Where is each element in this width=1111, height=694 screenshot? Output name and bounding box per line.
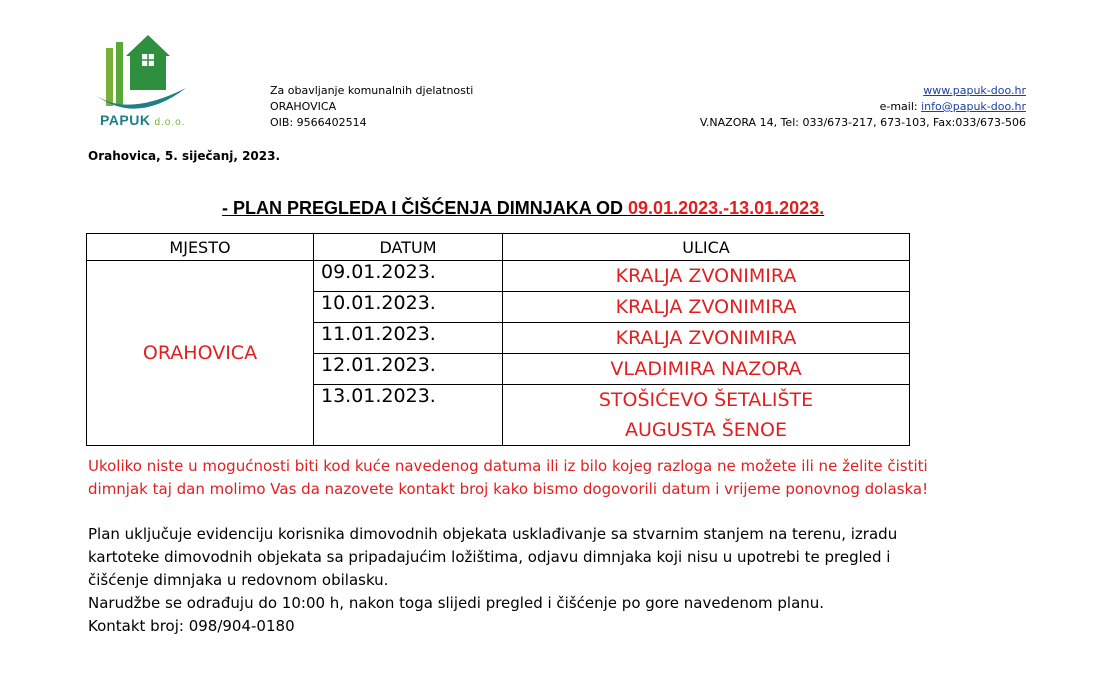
date-cell: 13.01.2023.	[314, 385, 503, 446]
street-name: KRALJA ZVONIMIRA	[615, 327, 797, 349]
street-cell	[503, 354, 910, 385]
street-name: KRALJA ZVONIMIRA	[615, 296, 797, 318]
plan-title	[222, 198, 824, 219]
contact-number-line: Kontakt broj: 098/904-0180	[88, 617, 295, 635]
contact-info	[700, 83, 1026, 131]
street-name: VLADIMIRA NAZORA	[610, 358, 802, 380]
orders-line: Narudžbe se odrađuju do 10:00 h, nakon toga slijedi pregled i čišćenje po gore navedenom planu.	[88, 594, 825, 612]
table-header-row	[87, 234, 910, 261]
document-date: Orahovica, 5. siječanj, 2023.	[88, 149, 281, 163]
header-mjesto: MJESTO	[87, 234, 314, 261]
info-paragraph	[88, 523, 897, 638]
street-name: STOŠIĆEVO ŠETALIŠTE	[598, 389, 814, 411]
notice-line: dimnjak taj dan molimo Vas da nazovete kontakt broj kako bismo dogovorili datum i vrijeme ponovnog dolaska!	[88, 480, 929, 498]
date-cell: 09.01.2023.	[314, 261, 503, 292]
info-line: čišćenje dimnjaka u redovnom obilasku.	[88, 571, 389, 589]
plan-title-dates: 09.01.2023.-13.01.2023.	[628, 198, 825, 218]
company-info	[270, 83, 473, 131]
info-line: Plan uključuje evidenciju korisnika dimovodnih objekata usklađivanje sa stvarnim stanjem na terenu, izradu	[88, 525, 898, 543]
activity-line: Za obavljanje komunalnih djelatnosti	[270, 84, 474, 97]
header-datum: DATUM	[314, 234, 503, 261]
logo-wordmark: PAPUK d.o.o.	[100, 112, 186, 128]
schedule-table	[86, 233, 910, 446]
email-label: e-mail:	[879, 100, 922, 113]
notice-line: Ukoliko niste u mogućnosti biti kod kuće navedenog datuma ili iz bilo kojeg razloga ne možete ili ne želite čistiti	[88, 457, 928, 475]
date-cell: 12.01.2023.	[314, 354, 503, 385]
street-name: KRALJA ZVONIMIRA	[615, 265, 797, 287]
table-row	[87, 261, 910, 292]
oib-line: OIB: 9566402514	[270, 116, 367, 129]
header-ulica: ULICA	[503, 234, 910, 261]
notice-paragraph	[88, 455, 928, 501]
city-line: ORAHOVICA	[270, 100, 337, 113]
address-line: V.NAZORA 14, Tel: 033/673-217, 673-103, Fax:033/673-506	[699, 116, 1026, 129]
info-line: kartoteke dimovodnih objekata sa pripadajućim ložištima, odjavu dimnjaka koji nisu u upotrebi te pregled i	[88, 548, 891, 566]
street-name: AUGUSTA ŠENOE	[624, 419, 787, 441]
street-cell	[503, 292, 910, 323]
plan-title-prefix: - PLAN PREGLEDA I ČIŠĆENJA DIMNJAKA OD	[222, 198, 629, 218]
website-link[interactable]: www.papuk-doo.hr	[923, 84, 1026, 97]
date-cell: 11.01.2023.	[314, 323, 503, 354]
date-cell: 10.01.2023.	[314, 292, 503, 323]
street-cell	[503, 323, 910, 354]
street-cell	[503, 261, 910, 292]
street-cell	[503, 385, 910, 446]
email-link[interactable]: info@papuk-doo.hr	[921, 100, 1026, 113]
place-cell: ORAHOVICA	[87, 261, 314, 446]
